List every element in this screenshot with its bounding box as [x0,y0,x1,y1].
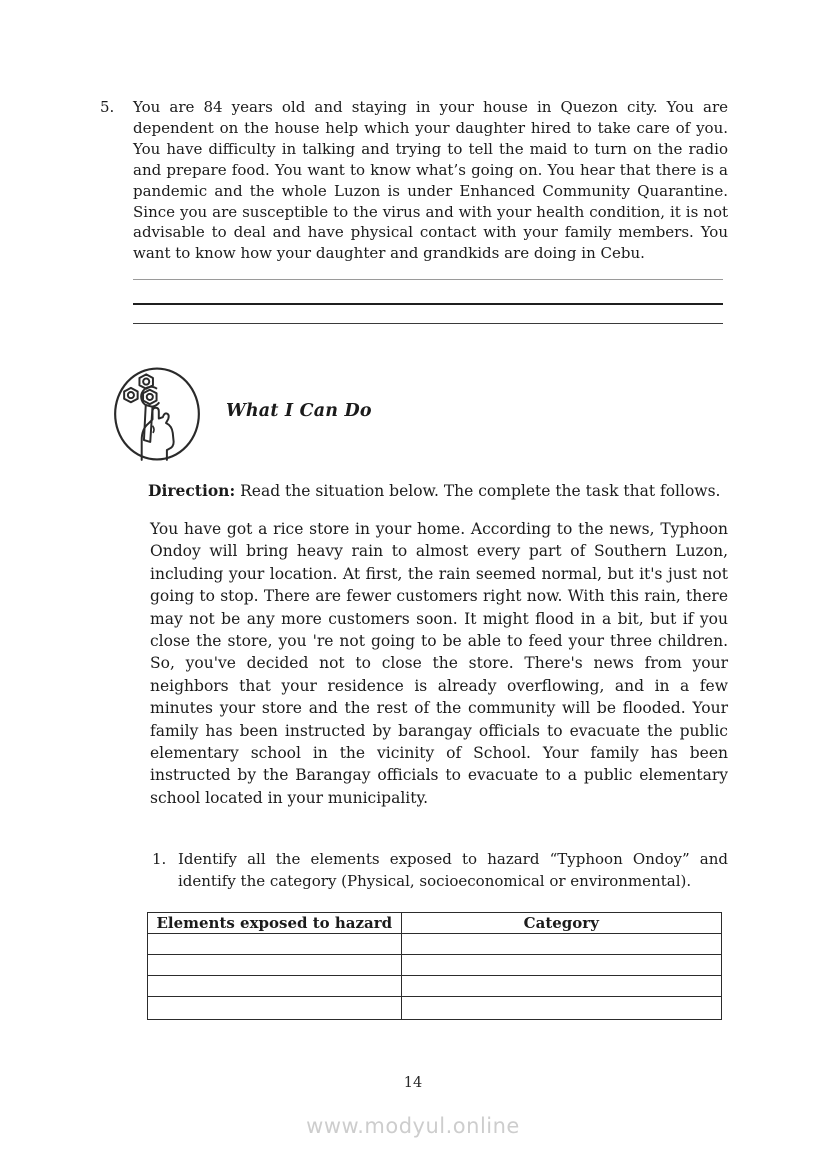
table-row [148,997,722,1020]
watermark: www.modyul.online [306,1114,520,1138]
scenario-item-5 [100,97,728,264]
table-cell [401,934,721,955]
column-header-elements: Elements exposed to hazard [148,913,402,934]
situation-paragraph: You have got a rice store in your home. According to the news, Typhoon Ondoy will bring heavy rain to almost every part of Southern Luzon, including your location. At first, the rain seemed normal, but it's just not going to stop. There are fewer customers right now. With this rain, there may not be any more customers soon. It might flood in a bit, but if you close the store, you 're not going to be able to feed your three children. So, you've decided not to close the store. There's news from your neighbors that your residence is already overflowing, and in a few minutes your store and the rest of the community will be flooded. Your family has been instructed by barangay officials to evacuate the public elementary school in the vicinity of School. Your family has been instructed by the Barangay officials to evacuate to a public elementary school located in your municipality. [150,520,728,807]
table-cell [401,976,721,997]
task-number: 1. [152,850,167,868]
table-row [148,976,722,997]
table-cell [148,934,402,955]
table-header-row [148,913,722,934]
table-row [148,955,722,976]
task-text: Identify all the elements exposed to hazard “Typhoon Ondoy” and identify the category (Physical, socioeconomical or environmental). [178,850,728,890]
item-number: 5. [100,98,115,116]
hazard-table [147,912,722,1020]
table-cell [401,997,721,1020]
hand-wrench-icon [112,366,202,462]
page-number: 14 [403,1075,423,1091]
answer-line [133,323,723,324]
table-cell [148,976,402,997]
table-cell [401,955,721,976]
answer-line [133,279,723,280]
table-cell [148,997,402,1020]
task-item-1 [152,849,728,892]
table-row [148,934,722,955]
column-header-category: Category [401,913,721,934]
direction-label: Direction: [148,481,236,500]
direction-text: Read the situation below. The complete the task that follows. [235,482,721,500]
table-cell [148,955,402,976]
answer-line [133,303,723,305]
item-text: You are 84 years old and staying in your house in Quezon city. You are dependent on the house help which your daughter hired to take care of you. You have difficulty in talking and trying to tell the maid to turn on the radio and prepare food. You want to know what’s going on. You hear that there is a pandemic and the whole Luzon is under Enhanced Community Quarantine. Since you are susceptible to the virus and with your health condition, it is not advisable to deal and have physical contact with your family members. You want to know how your daughter and grandkids are doing in Cebu. [133,98,728,263]
section-heading: What I Can Do [226,401,372,421]
direction-line [148,480,728,502]
